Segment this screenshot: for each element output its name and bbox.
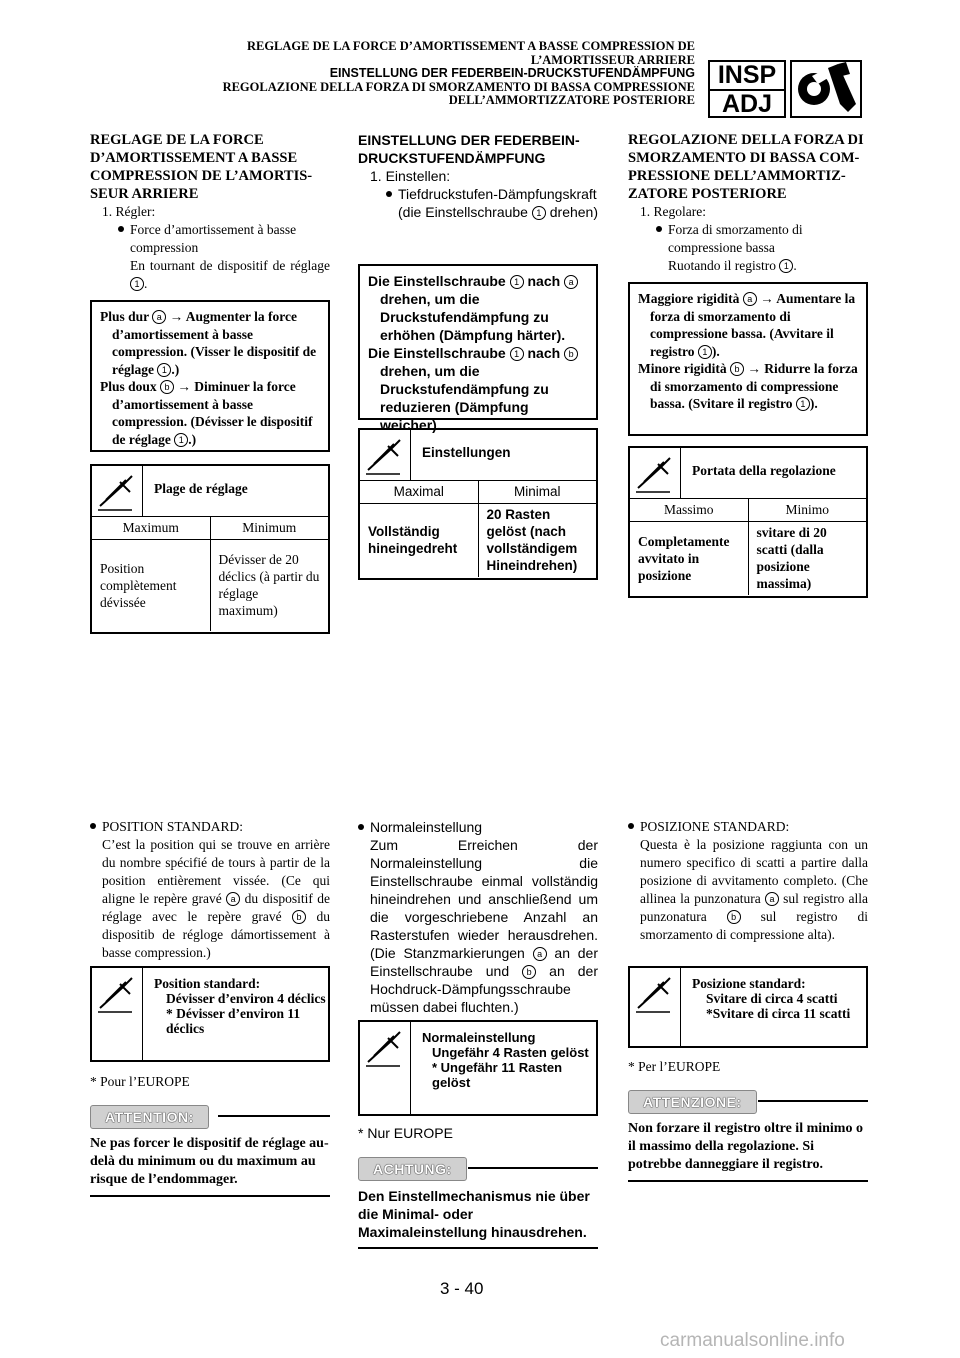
- fr-section: [90, 131, 330, 293]
- de-bullet: Tiefdruckstufen-Dämpfungskraft: [358, 185, 598, 203]
- spec-tool-icon: [360, 1022, 410, 1072]
- warning-badge: ATTENZIONE:: [628, 1090, 757, 1114]
- it-col-min: Minimo: [748, 499, 866, 521]
- fr-spec-title: Plage de réglage: [154, 481, 248, 496]
- fr-warning: [90, 1103, 330, 1197]
- it-footnote: * Per l’EUROPE: [628, 1059, 721, 1074]
- mark-b-icon: b: [727, 910, 741, 924]
- de-col-max: Maximal: [393, 484, 444, 500]
- de-info-box: [358, 264, 598, 433]
- mark-1-icon: 1: [698, 345, 712, 359]
- fr-val-min: Dévisser de 20 déclics (à partir du réglage maximum): [210, 539, 328, 631]
- divider: [468, 1167, 598, 1169]
- de-std-box-l1: Ungefähr 4 Rasten gelöst: [432, 1045, 589, 1060]
- header-line: L’AMORTISSEUR ARRIERE: [530, 52, 695, 67]
- mark-1-icon: 1: [130, 277, 144, 291]
- warning-badge: ATTENTION:: [90, 1105, 209, 1129]
- bullet-icon: [358, 824, 364, 830]
- mark-a-icon: a: [564, 275, 578, 289]
- it-box-line-harder: Maggiore rigidità a → Aumentare la forza di smorzamento di compressione bassa. (Avvitare il registro 1 ).: [638, 291, 856, 359]
- mark-1-icon: 1: [532, 206, 546, 220]
- fr-std-box: [90, 966, 330, 1062]
- de-std-box-l2: * Ungefähr 11 Rasten gelöst: [432, 1060, 563, 1090]
- divider: [680, 968, 681, 1046]
- de-box-line-harder: Die Einstellschraube 1 nach a drehen, um die Druckstufendämpfung zu erhöhen (Dämpfung härter).: [368, 272, 588, 344]
- it-warning: [628, 1088, 868, 1182]
- mark-1-icon: 1: [779, 259, 793, 273]
- de-col-min: Minimal: [478, 481, 596, 503]
- it-std-box: [628, 966, 868, 1048]
- mark-a-icon: a: [226, 892, 240, 906]
- it-std-box-l2: *Svitare di circa 11 scatti: [706, 1006, 851, 1021]
- fr-val-max: Position complètement dévissée: [92, 539, 210, 631]
- bullet-icon: [656, 226, 662, 232]
- de-std-box: [358, 1020, 598, 1116]
- de-footnote: * Nur EUROPE: [358, 1125, 453, 1141]
- divider: [142, 968, 143, 1060]
- fr-box-line-softer: Plus doux b → Diminuer la force d’amortissement à basse compression. (Dévisser le dispositif de réglage 1 .): [100, 379, 313, 447]
- it-std-box-l1: Svitare di circa 4 scatti: [706, 991, 838, 1006]
- spec-tool-icon: [360, 430, 411, 480]
- it-warning-text: Non forzare il registro oltre il minimo o il massimo della regolazione. Si potrebbe danneggiare il registro.: [628, 1120, 868, 1182]
- fr-std-box-l1: Dévisser d’environ 4 déclics: [166, 991, 326, 1006]
- page-header: [223, 40, 695, 108]
- it-info-box: [628, 282, 868, 436]
- it-std-box-title: Posizione standard:: [692, 976, 806, 991]
- mark-1-icon: 1: [174, 433, 188, 447]
- warning-badge: ACHTUNG:: [358, 1157, 467, 1181]
- mark-b-icon: b: [522, 965, 536, 979]
- bullet-icon: [628, 823, 634, 829]
- bullet-icon: [90, 823, 96, 829]
- fr-std-box-l2: * Dévisser d’environ 11 déclics: [166, 1006, 301, 1036]
- spec-tool-icon: [92, 466, 143, 516]
- badge-adj: ADJ: [721, 90, 772, 118]
- fr-std-label: POSITION STANDARD:: [90, 818, 330, 836]
- mark-b-icon: b: [160, 380, 174, 394]
- de-spec-title: Einstellungen: [422, 445, 511, 460]
- fr-col-min: Minimum: [210, 517, 328, 539]
- divider: [758, 1100, 868, 1102]
- it-title: REGOLAZIONE DELLA FORZA DI SMORZAMENTO DI BASSA COM- PRESSIONE DELL’AMMORTIZ- ZATORE POSTERIORE: [628, 132, 864, 202]
- fr-col-max: Maximum: [122, 520, 179, 536]
- header-line: DELL’AMMORTIZZATORE POSTERIORE: [448, 93, 695, 107]
- it-val-max: Completamente avvitato in posizione: [630, 521, 748, 595]
- it-section: [628, 131, 868, 275]
- mark-a-icon: a: [765, 892, 779, 906]
- watermark: carmanualsonline.info: [660, 1330, 845, 1351]
- it-bullet: Forza di smorzamento di compressione bassa: [628, 221, 868, 257]
- de-box-line-softer: Die Einstellschraube 1 nach b drehen, um die Druckstufendämpfung zu reduzieren (Dämpfung weicher).: [368, 344, 588, 434]
- it-col-max: Massimo: [663, 502, 714, 518]
- fr-std-text: C’est la position qui se trouve en arrière du nombre spécifié de tours à partir de la position entièrement vissée. (Ce qui aligne le repère gravé a du dispositif de réglage avec le repère gravé b du dispositib de régloge dámortissement à basse compression.): [102, 837, 330, 960]
- mark-a-icon: a: [152, 310, 166, 324]
- it-sub: Ruotando il registro 1 .: [668, 258, 797, 273]
- de-spec-box: [358, 428, 598, 580]
- wrench-icon: [790, 60, 862, 118]
- de-title: EINSTELLUNG DER FEDERBEIN- DRUCKSTUFENDÄMPFUNG: [358, 132, 580, 166]
- mark-b-icon: b: [564, 347, 578, 361]
- it-spec-box: [628, 446, 868, 598]
- de-val-min: 20 Rasten gelöst (nach vollständigem Hineindrehen): [478, 503, 596, 577]
- fr-sub: En tournant de dispositif de réglage 1 .: [130, 258, 330, 291]
- fr-std-box-title: Position standard:: [154, 976, 261, 991]
- mark-1-icon: 1: [796, 397, 810, 411]
- it-val-min: svitare di 20 scatti (dalla posizione massima): [748, 521, 866, 595]
- divider: [410, 1022, 411, 1114]
- bullet-icon: [386, 191, 392, 197]
- fr-info-box: [90, 300, 330, 452]
- it-std-text: Questa è la posizione raggiunta con un numero specifico di scatti a partire dalla posizione di avvitamento completo. (Che allinea la punzonatura a sul registro alla punzonatura b sul registro di smorzamento di compressione alta).: [640, 837, 868, 942]
- de-warning: [358, 1155, 598, 1249]
- fr-step: 1. Régler:: [102, 204, 156, 219]
- it-std-label: POSIZIONE STANDARD:: [628, 818, 868, 836]
- page-number: 3 - 40: [440, 1279, 484, 1298]
- fr-warning-text: Ne pas forcer le dispositif de réglage au-delà du minimum ou du maximum au risque de l’endommager.: [90, 1135, 330, 1197]
- header-line: EINSTELLUNG DER FEDERBEIN-DRUCKSTUFENDÄMPFUNG: [329, 66, 695, 80]
- de-std-box-title: Normaleinstellung: [422, 1030, 536, 1045]
- mark-b-icon: b: [730, 362, 744, 376]
- divider: [218, 1115, 330, 1117]
- fr-box-line-harder: Plus dur a → Augmenter la force d’amortissement à basse compression. (Visser le dispositif de réglage 1 .): [100, 309, 317, 377]
- mark-1-icon: 1: [510, 347, 524, 361]
- spec-tool-icon: [630, 448, 681, 498]
- header-line: REGOLAZIONE DELLA FORZA DI SMORZAMENTO DI BASSA COMPRESSIONE: [222, 79, 695, 94]
- badge-insp: INSP: [710, 62, 784, 91]
- spec-tool-icon: [92, 968, 142, 1018]
- fr-standard: [90, 818, 330, 962]
- de-std-label: Normaleinstellung: [358, 818, 598, 836]
- header-line: REGLAGE DE LA FORCE D’AMORTISSEMENT A BASSE COMPRESSION DE: [246, 39, 695, 53]
- de-standard: [358, 818, 598, 1016]
- mark-a-icon: a: [533, 947, 547, 961]
- mark-a-icon: a: [743, 292, 757, 306]
- fr-title: REGLAGE DE LA FORCE D’AMORTISSEMENT A BASSE COMPRESSION DE L’AMORTIS- SEUR ARRIERE: [90, 132, 313, 202]
- bullet-icon: [118, 226, 124, 232]
- it-standard: [628, 818, 868, 944]
- de-std-text: Zum Erreichen der Normaleinstellung die Einstellschraube einmal vollständig hineindrehen und anschließend um die vorgeschriebene Anzahl an Rasterstufen wieder herausdrehen. (Die Stanzmarkierungen a an der Einstellschraube und b an der Hochdruck-Dämpfungsschraube müssen dabei fluchten.): [370, 837, 598, 1015]
- de-step: 1. Einstellen:: [370, 168, 451, 184]
- de-sub: (die Einstellschraube 1 drehen): [398, 204, 599, 220]
- de-warning-text: Den Einstellmechanismus nie über die Minimal- oder Maximaleinstellung hinausdrehen.: [358, 1187, 598, 1249]
- mark-b-icon: b: [292, 910, 306, 924]
- fr-spec-box: [90, 464, 330, 634]
- it-spec-title: Portata della regolazione: [692, 463, 836, 478]
- spec-tool-icon: [630, 968, 680, 1018]
- it-step: 1. Regolare:: [640, 204, 706, 219]
- mark-1-icon: 1: [157, 363, 171, 377]
- mark-1-icon: 1: [510, 275, 524, 289]
- it-box-line-softer: Minore rigidità b → Ridurre la forza di smorzamento di compressione bassa. (Svitare il registro 1 ).: [638, 361, 858, 411]
- fr-bullet: Force d’amortissement à basse compression: [90, 221, 330, 257]
- fr-footnote: * Pour l’EUROPE: [90, 1074, 190, 1089]
- de-section: [358, 131, 598, 221]
- de-val-max: Vollständig hineingedreht: [360, 503, 478, 577]
- insp-adj-badge: [708, 60, 786, 118]
